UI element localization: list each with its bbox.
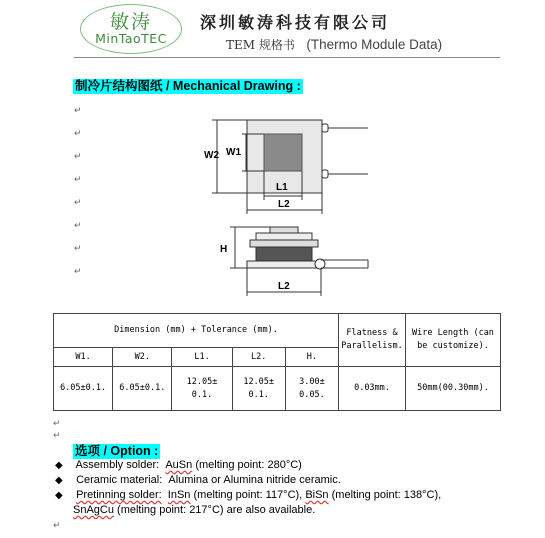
value-l2: 12.05± 0.1. bbox=[232, 367, 285, 411]
dimension-header: Dimension (mm) + Tolerance (mm). bbox=[54, 314, 339, 348]
w2-label: W2 bbox=[204, 150, 219, 161]
pretin-detail-2: (melting point: 138°C), bbox=[331, 489, 442, 501]
w1-label: W1 bbox=[226, 147, 241, 158]
pretinning-label: Pretinning solder: bbox=[76, 489, 162, 501]
l1-label: L1 bbox=[276, 182, 288, 193]
logo-en-text: MinTaoTEC bbox=[95, 31, 167, 46]
company-logo bbox=[80, 4, 182, 54]
bullet-diamond-icon: ◆ bbox=[55, 475, 63, 486]
value-w1: 6.05±0.1. bbox=[54, 367, 113, 411]
paragraph-mark: ↵ bbox=[53, 430, 61, 440]
option-pretinning-cont bbox=[73, 503, 315, 517]
doc-title-cn: TEM 规格书 bbox=[226, 38, 295, 52]
mechanical-drawing-title: 制冷片结构图纸 / Mechanical Drawing : bbox=[75, 79, 301, 93]
pretin-material-2: BiSn bbox=[305, 489, 329, 501]
paragraph-marks: ↵ ↵ ↵ ↵ ↵ ↵ ↵ ↵ bbox=[74, 105, 82, 276]
col-h: H. bbox=[285, 348, 338, 367]
paragraph-mark: ↵ bbox=[53, 520, 61, 530]
col-w2: W2. bbox=[113, 348, 172, 367]
pretin-detail-1: (melting point: 117°C), bbox=[193, 489, 303, 501]
value-flatness: 0.03mm. bbox=[339, 367, 406, 411]
side-view bbox=[230, 227, 368, 296]
l2-top-label: L2 bbox=[278, 199, 290, 210]
pretin-material-1: InSn bbox=[167, 489, 191, 501]
bullet-diamond-icon: ◆ bbox=[55, 460, 63, 471]
option-assembly bbox=[55, 458, 302, 473]
dimension-table bbox=[53, 313, 501, 411]
pretin-detail-3: (melting point: 217°C) are also available. bbox=[117, 504, 316, 516]
doc-title-en: (Thermo Module Data) bbox=[306, 37, 443, 52]
value-wire-length: 50mm(00.30mm). bbox=[406, 367, 501, 411]
flatness-header: Flatness & Parallelism. bbox=[339, 314, 406, 367]
ceramic-detail: Alumina or Alumina nitride ceramic. bbox=[168, 474, 341, 486]
ceramic-label: Ceramic material: bbox=[76, 474, 163, 486]
assembly-label: Assembly solder: bbox=[75, 459, 160, 471]
bullet-diamond-icon: ◆ bbox=[55, 490, 63, 501]
paragraph-mark: ↵ bbox=[53, 418, 61, 428]
company-name: 深圳敏涛科技有限公司 bbox=[200, 13, 391, 32]
col-l1: L1. bbox=[172, 348, 232, 367]
value-l1: 12.05± 0.1. bbox=[172, 367, 232, 411]
document-subtitle bbox=[226, 36, 442, 53]
col-w1: W1. bbox=[54, 348, 113, 367]
l2-side-label: L2 bbox=[278, 281, 290, 292]
logo-cn-text: 敏涛 bbox=[109, 11, 152, 33]
wire-length-header: Wire Length (can be customize). bbox=[406, 314, 501, 367]
assembly-detail: (melting point: 280°C) bbox=[195, 459, 302, 471]
assembly-material: AuSn bbox=[165, 459, 193, 471]
pretin-material-3: SnAgCu bbox=[73, 504, 114, 516]
option-title: 选项 / Option : bbox=[75, 444, 159, 458]
value-w2: 6.05±0.1. bbox=[113, 367, 172, 411]
option-ceramic bbox=[55, 473, 341, 488]
value-h: 3.00± 0.05. bbox=[285, 367, 338, 411]
mechanical-drawing bbox=[190, 110, 380, 310]
h-label: H bbox=[220, 244, 228, 255]
top-view bbox=[212, 120, 368, 214]
header-rule bbox=[74, 57, 500, 58]
col-l2: L2. bbox=[232, 348, 285, 367]
option-pretinning bbox=[55, 488, 441, 503]
